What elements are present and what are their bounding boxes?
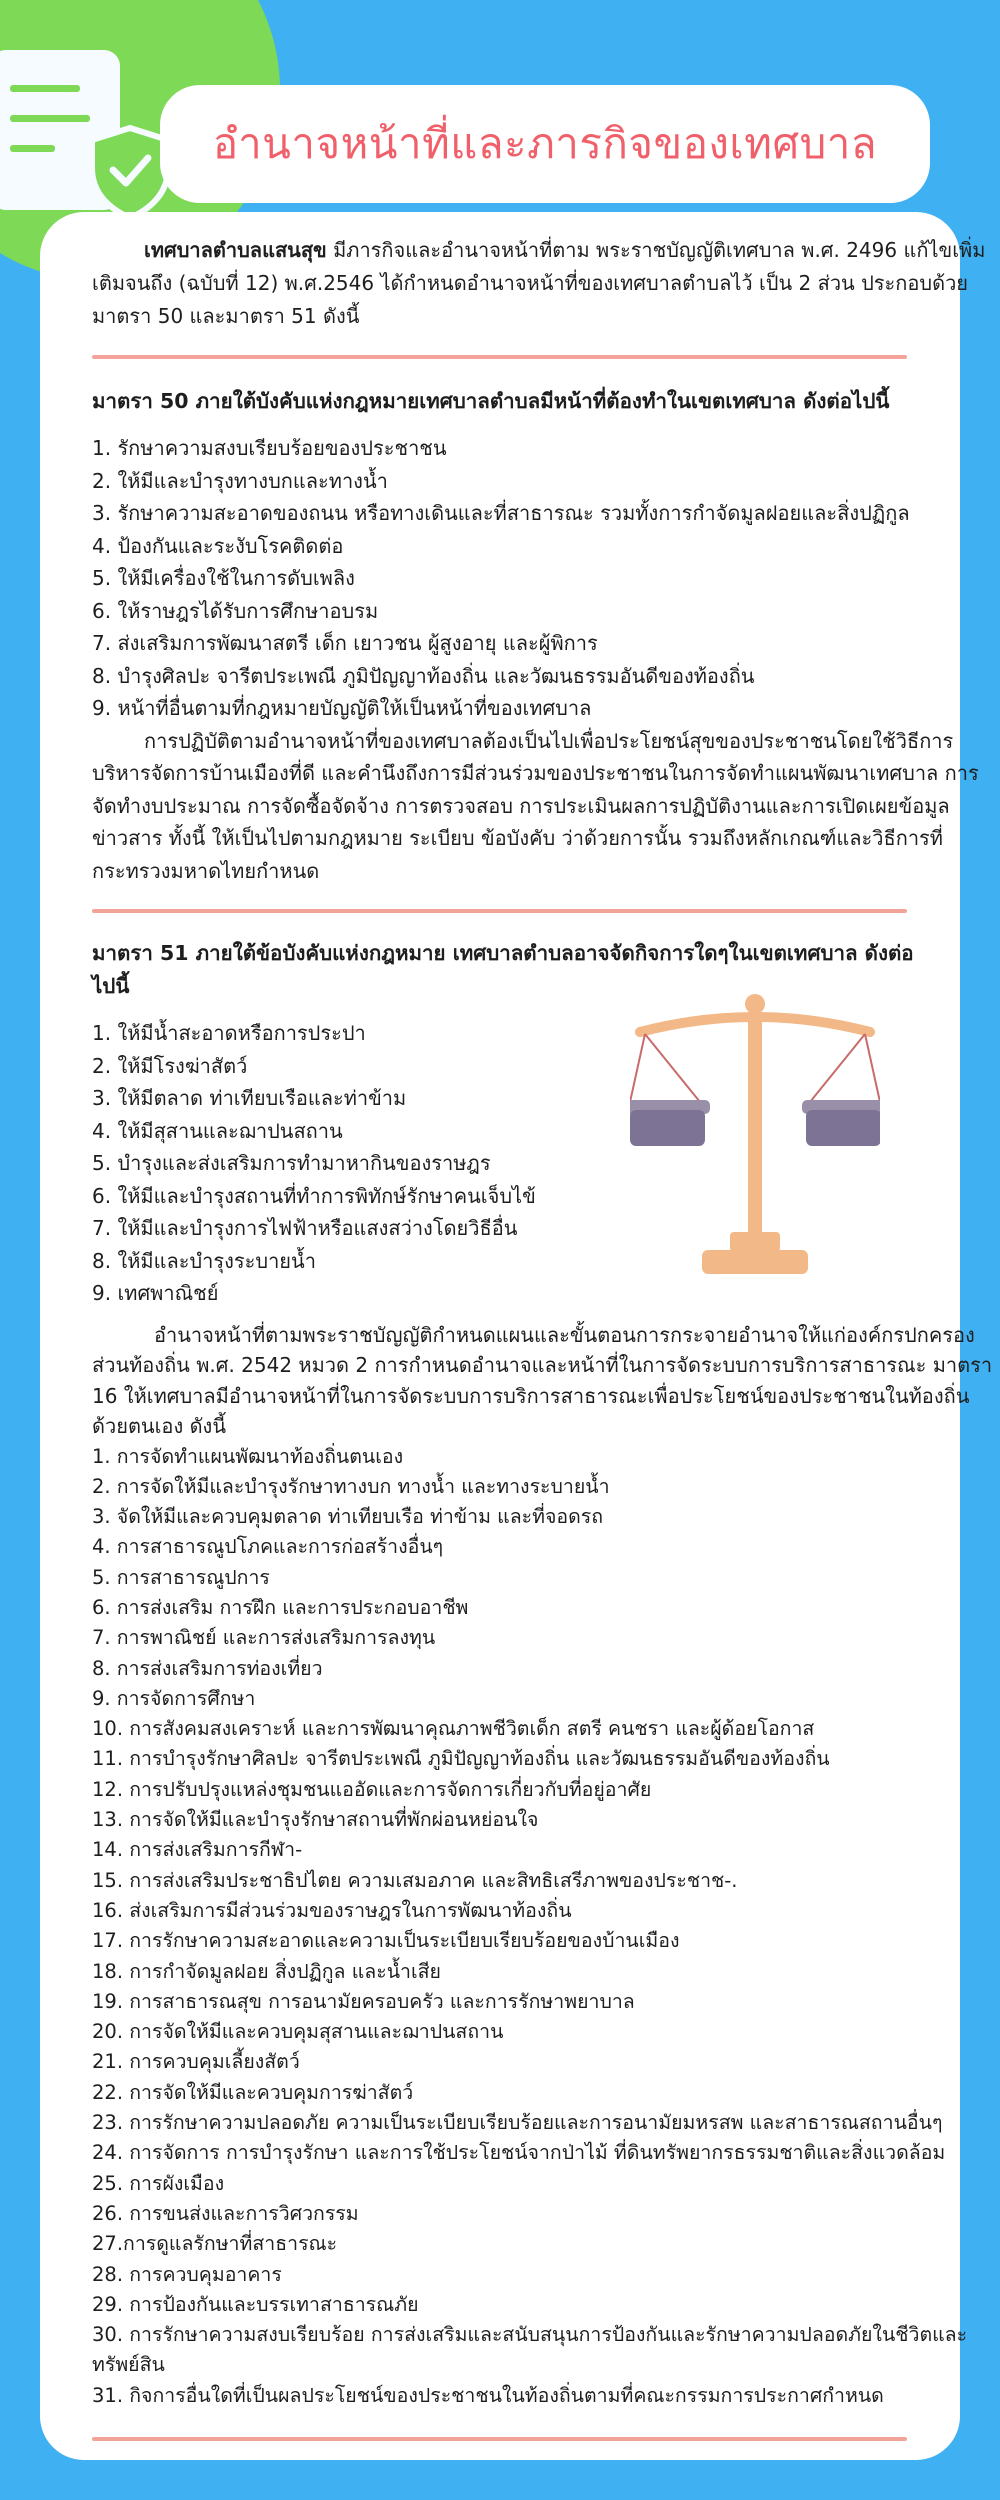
list-item: 9. หน้าที่อื่นตามที่กฎหมายบัญญัติให้เป็นหน้าที่ของเทศบาล: [92, 696, 592, 720]
content: [92, 234, 997, 2441]
section50-list: [92, 432, 997, 725]
list-item: 8. บำรุงศิลปะ จารีตประเพณี ภูมิปัญญาท้องถิ่น และวัฒนธรรมอันดีของท้องถิ่น: [92, 663, 755, 688]
list-item: 2. ให้มีและบำรุงทางบกและทางน้ำ: [92, 468, 388, 493]
section51-heading: มาตรา 51 ภายใต้ข้อบังคับแห่งกฎหมาย เทศบาลตำบลอาจจัดกิจการใดๆในเขตเทศบาล ดังต่อไปนี้: [92, 941, 914, 998]
list-item: 4. ให้มีสุสานและฌาปนสถาน: [92, 1118, 343, 1143]
list-item: 22. การจัดให้มีและควบคุมการฆ่าสัตว์: [92, 2080, 414, 2104]
content-card: [40, 212, 993, 2460]
list-item: 7. ส่งเสริมการพัฒนาสตรี เด็ก เยาวชน ผู้สูงอายุ และผู้พิการ: [92, 631, 598, 655]
intro-paragraph: [92, 234, 997, 333]
list-item: 3. รักษาความสะอาดของถนน หรือทางเดินและที่สาธารณะ รวมทั้งการกำจัดมูลฝอยและสิ่งปฏิกูล: [92, 501, 910, 525]
list-item: 8. ให้มีและบำรุงระบายน้ำ: [92, 1248, 316, 1273]
list-item: 15. การส่งเสริมประชาธิปไตย ความเสมอภาค และสิทธิเสรีภาพของประชาช-.: [92, 1868, 738, 1892]
list-item: 5. การสาธารณูปการ: [92, 1565, 270, 1589]
page-title: อำนาจหน้าที่และภารกิจของเทศบาล: [212, 119, 878, 168]
list-item: 8. การส่งเสริมการท่องเที่ยว: [92, 1656, 323, 1680]
list-item: 14. การส่งเสริมการกีฬา-: [92, 1838, 303, 1862]
title-banner: [160, 85, 930, 203]
list-item: 28. การควบคุมอาคาร: [92, 2262, 282, 2286]
list-item: 5. บำรุงและส่งเสริมการทำมาหากินของราษฎร: [92, 1151, 491, 1175]
list-item: 3. ให้มีตลาด ท่าเทียบเรือและท่าข้าม: [92, 1086, 407, 1110]
section51-paragraph: อำนาจหน้าที่ตามพระราชบัญญัติกำหนดแผนและขั้นตอนการกระจายอำนาจให้แก่องค์กรปกครองส่วนท้องถิ่น พ.ศ. 2542 หมวด 2 การกำหนดอำนาจและหน้าที่ในการจัดระบบการบริการสาธารณะ มาตรา 16 ให้เทศบาลมีอำนาจหน้าที่ในการจัดระบบการบริการสาธารณะเพื่อประโยชน์ของประชาชนในท้องถิ่นด้วยตนเอง ดังนี้: [92, 1322, 993, 1438]
list-item: 27.การดูแลรักษาที่สาธารณะ: [92, 2232, 338, 2256]
list-item: 21. การควบคุมเลี้ยงสัตว์: [92, 2050, 300, 2074]
list-item: 3. จัดให้มีและควบคุมตลาด ท่าเทียบเรือ ท่าข้าม และที่จอดรถ: [92, 1505, 604, 1529]
list-item: 31. กิจการอื่นใดที่เป็นผลประโยชน์ของประชาชนในท้องถิ่นตามที่คณะกรรมการประกาศกำหนด: [92, 2383, 884, 2407]
list-item: 2. การจัดให้มีและบำรุงรักษาทางบก ทางน้ำ และทางระบายน้ำ: [92, 1474, 610, 1498]
list-item: 7. การพาณิชย์ และการส่งเสริมการลงทุน: [92, 1626, 436, 1650]
list-item: 4. การสาธารณูปโภคและการก่อสร้างอื่นๆ: [92, 1535, 444, 1559]
list-item: 9. การจัดการศึกษา: [92, 1686, 256, 1710]
section50-heading: มาตรา 50 ภายใต้บังคับแห่งกฎหมายเทศบาลตำบลมีหน้าที่ต้องทำในเขตเทศบาล ดังต่อไปนี้: [92, 389, 890, 413]
list-item: 1. ให้มีน้ำสะอาดหรือการประปา: [92, 1021, 366, 1045]
list-item: 24. การจัดการ การบำรุงรักษา และการใช้ประโยชน์จากป่าไม้ ที่ดินทรัพยากรธรรมชาติและสิ่งแวดล้อม: [92, 2141, 946, 2165]
list-item: 12. การปรับปรุงแหล่งชุมชนแออัดและการจัดการเกี่ยวกับที่อยู่อาศัย: [92, 1777, 652, 1801]
section50-paragraph: การปฏิบัติตามอำนาจหน้าที่ของเทศบาลต้องเป็นไปเพื่อประโยชน์สุขของประชาชนโดยใช้วิธีการบริหารจัดการบ้านเมืองที่ดี และคำนึงถึงการมีส่วนร่วมของประชาชนในการจัดทำแผนพัฒนาเทศบาล การจัดทำงบประมาณ การจัดซื้อจัดจ้าง การตรวจสอบ การประเมินผลการปฏิบัติงานและการเปิดเผยข้อมูลข่าวสาร ทั้งนี้ ให้เป็นไปตามกฎหมาย ระเบียบ ข้อบังคับ ว่าด้วยการนั้น รวมถึงหลักเกณฑ์และวิธีการที่กระทรวงมหาดไทยกำหนด: [92, 728, 979, 883]
list-item: 17. การรักษาความสะอาดและความเป็นระเบียบเรียบร้อยของบ้านเมือง: [92, 1929, 680, 1953]
list-item: 6. การส่งเสริม การฝึก และการประกอบอาชีพ: [92, 1595, 469, 1619]
intro-text: มีภารกิจและอำนาจหน้าที่ตาม พระราชบัญญัติเทศบาล พ.ศ. 2496 แก้ไขเพิ่มเติมจนถึง (ฉบับที่ 12) พ.ศ.2546 ได้กำหนดอำนาจหน้าที่ของเทศบาลตำบลไว้ เป็น 2 ส่วน ประกอบด้วย มาตรา 50 และมาตรา 51 ดังนี้: [92, 238, 986, 328]
list-item: 13. การจัดให้มีและบำรุงรักษาสถานที่พักผ่อนหย่อนใจ: [92, 1808, 539, 1832]
list-item: 23. การรักษาความปลอดภัย ความเป็นระเบียบเรียบร้อยและการอนามัยมหรสพ และสาธารณสถานอื่นๆ: [92, 2111, 943, 2135]
list-item: 1. การจัดทำแผนพัฒนาท้องถิ่นตนเอง: [92, 1444, 404, 1468]
list-item: 6. ให้มีและบำรุงสถานที่ทำการพิทักษ์รักษาคนเจ็บไข้: [92, 1183, 536, 1208]
list-item: 1. รักษาความสงบเรียบร้อยของประชาชน: [92, 436, 447, 460]
list-item: 20. การจัดให้มีและควบคุมสุสานและฌาปนสถาน: [92, 2020, 504, 2044]
list-item: 25. การผังเมือง: [92, 2171, 225, 2195]
list-item: 5. ให้มีเครื่องใช้ในการดับเพลิง: [92, 566, 355, 590]
list-item: 16. ส่งเสริมการมีส่วนร่วมของราษฎรในการพัฒนาท้องถิ่น: [92, 1898, 572, 1922]
list-item: 10. การสังคมสงเคราะห์ และการพัฒนาคุณภาพชีวิตเด็ก สตรี คนชรา และผู้ด้อยโอกาส: [92, 1717, 815, 1741]
list-item: 7. ให้มีและบำรุงการไฟฟ้าหรือแสงสว่างโดยวิธีอื่น: [92, 1216, 518, 1240]
list-item: 30. การรักษาความสงบเรียบร้อย การส่งเสริมและสนับสนุนการป้องกันและรักษาความปลอดภัยในชีวิตและทรัพย์สิน: [92, 2323, 968, 2377]
divider: [92, 355, 907, 359]
section16-list: [92, 1442, 997, 2412]
balance-scale-icon: [630, 992, 880, 1282]
list-item: 4. ป้องกันและระงับโรคติดต่อ: [92, 533, 344, 558]
document-shield-check-icon: [0, 40, 170, 240]
list-item: 6. ให้ราษฎรได้รับการศึกษาอบรม: [92, 598, 379, 623]
list-item: 18. การกำจัดมูลฝอย สิ่งปฏิกูล และน้ำเสีย: [92, 1959, 441, 1983]
list-item: 29. การป้องกันและบรรเทาสาธารณภัย: [92, 2292, 419, 2316]
intro-name: เทศบาลตำบลแสนสุข: [144, 238, 327, 262]
divider: [92, 2437, 907, 2441]
list-item: 11. การบำรุงรักษาศิลปะ จารีตประเพณี ภูมิปัญญาท้องถิ่น และวัฒนธรรมอันดีของท้องถิ่น: [92, 1747, 830, 1771]
list-item: 2. ให้มีโรงฆ่าสัตว์: [92, 1053, 248, 1078]
list-item: 26. การขนส่งและการวิศวกรรม: [92, 2201, 359, 2225]
divider: [92, 909, 907, 913]
list-item: 19. การสาธารณสุข การอนามัยครอบครัว และการรักษาพยาบาล: [92, 1989, 635, 2013]
list-item: 9. เทศพาณิชย์: [92, 1281, 219, 1305]
